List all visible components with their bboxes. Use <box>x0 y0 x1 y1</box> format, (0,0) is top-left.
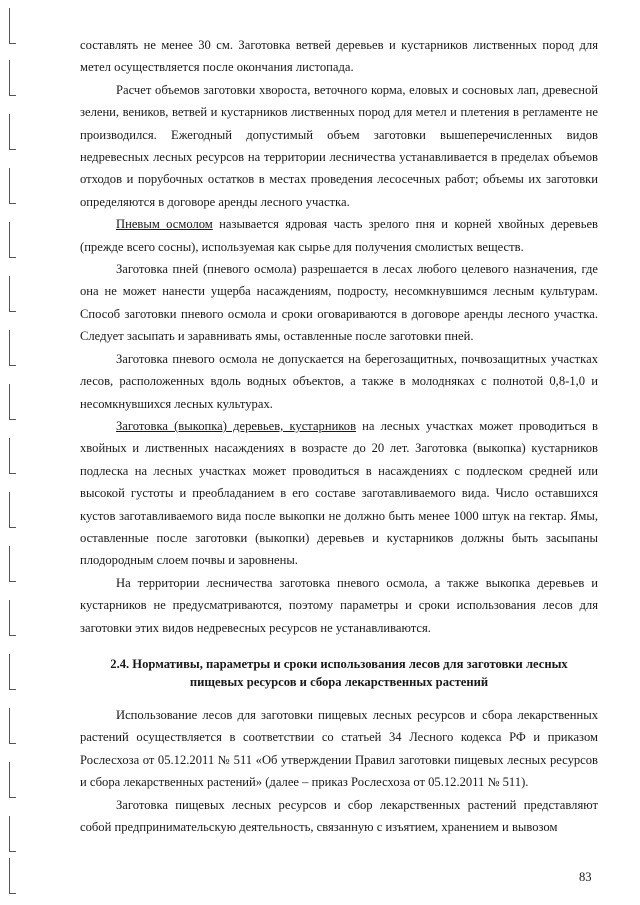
paragraph-forestry-territory: На территории лесничества заготовка пневого осмола, а также выкопка деревьев и кустарников не предусматриваются, поэтому параметры и сроки использования лесов для заготовки этих видов недревесных ресурсов не устанавливаются. <box>80 575 598 635</box>
paragraph-continuation: составлять не менее 30 см. Заготовка ветвей деревьев и кустарников лиственных пород для метел осуществляется после окончания листопада. <box>80 38 598 75</box>
paragraph-tree-digging <box>80 415 598 572</box>
paragraph-stump-resin-definition <box>80 213 598 258</box>
paragraph-volume-calculation: Расчет объемов заготовки хвороста, веточного корма, еловых и сосновых лап, древесной зелени, веников, ветвей и кустарников лиственных пород для метел и плетения в регламенте не производился. Ежегодный допустимый объем заготовки вышеперечисленных видов недревесных лесных ресурсов на территории лесничества устанавливается в пределах объемов отходов и порубочных остатков в местах проведения лесосечных работ; объемы их заготовки определяются в договоре аренды лесного участка. <box>80 82 598 209</box>
definition-text: называется ядровая часть зрелого пня и корней хвойных деревьев (прежде всего сосны), используемая как сырье для получения смолистых веществ. <box>80 217 599 254</box>
paragraph-stump-restrictions: Заготовка пневого осмола не допускается на берегозащитных, почвозащитных участках лесов, расположенных вдоль водных объектов, а также в молодняках с полнотой 0,8-1,0 и несомкнувшихся лесных культурах. <box>80 351 598 411</box>
tree-digging-text: на лесных участках может проводиться в хвойных и лиственных насаждениях в возрасте до 20 лет. Заготовка (выкопка) кустарников подлеска на лесных участках может проводиться в насаждениях с подлеском средней или высокой густоты и преобладанием в его составе заготавливаемого вида. Число оставшихся кустов заготавливаемого вида после выкопки не должно быть менее 1000 штук на гектар. Ямы, оставленные после заготовки (выкопки) деревьев и кустарников должны быть засыпаны плодородным слоем почвы и заровнены. <box>80 418 598 568</box>
page-number: 83 <box>579 870 592 884</box>
document-body <box>80 34 598 838</box>
paragraph-food-resources-use: Использование лесов для заготовки пищевых лесных ресурсов и сбора лекарственных растений осуществляется в соответствии со статьей 34 Лесного кодекса РФ и приказом Рослесхоза от 05.12.2011 № 511 «Об утверждении Правил заготовки пищевых лесных ресурсов и сбора лекарственных растений» (далее – приказ Рослесхоза от 05.12.2011 № 511). <box>80 707 598 790</box>
binding-marks <box>0 0 20 905</box>
term-stump-resin: Пневым осмолом <box>116 217 213 232</box>
paragraph-food-resources-harvesting: Заготовка пищевых лесных ресурсов и сбор лекарственных растений представляют собой предпринимательскую деятельность, связанную с изъятием, хранением и вывозом <box>80 797 598 834</box>
section-heading: 2.4. Нормативы, параметры и сроки использования лесов для заготовки лесных пищевых ресурсов и сбора лекарственных растений <box>110 656 568 689</box>
term-tree-digging: Заготовка (выкопка) деревьев, кустарников <box>116 418 357 433</box>
paragraph-stump-harvesting: Заготовка пней (пневого осмола) разрешается в лесах любого целевого назначения, где она не может нанести ущерба насаждениям, подросту, несомкнувшимся лесным культурам. Способ заготовки пневого осмола и сроки оговариваются в договоре аренды лесного участка. Следует засыпать и заравнивать ямы, оставленные после заготовки пней. <box>80 262 598 344</box>
